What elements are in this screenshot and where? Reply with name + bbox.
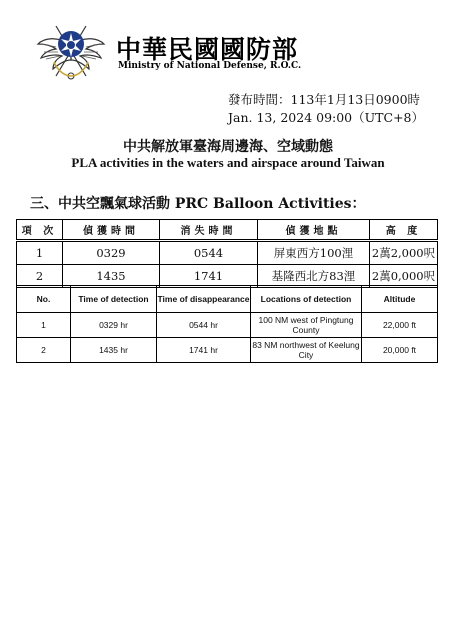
table-row xyxy=(17,241,438,265)
table-cell: 1435 xyxy=(63,265,160,288)
org-name-english: Ministry of National Defense, R.O.C. xyxy=(118,61,302,71)
header xyxy=(30,14,450,84)
table-cell: 2萬2,000呎 xyxy=(370,241,438,265)
table-cell: 83 NM northwest of Keelung City xyxy=(251,338,362,363)
table-cell: 0329 hr xyxy=(71,313,157,338)
table-row xyxy=(17,338,438,363)
table-cell: 2 xyxy=(17,265,63,288)
column-header: 消失時間 xyxy=(160,220,258,241)
column-header: 偵獲地點 xyxy=(258,220,370,241)
column-header: Time of disappearance xyxy=(157,286,251,313)
table-cell: 1435 hr xyxy=(71,338,157,363)
table-cell: 1741 xyxy=(160,265,258,288)
section-heading: 三、中共空飄氣球活動 PRC Balloon Activities： xyxy=(30,196,366,212)
column-header: Altitude xyxy=(362,286,438,313)
table-cell: 22,000 ft xyxy=(362,313,438,338)
release-time-chinese: 發布時間：113年1月13日0900時 xyxy=(228,92,421,107)
ministry-emblem-icon xyxy=(36,14,106,84)
release-time-english: Jan. 13, 2024 09:00（UTC+8） xyxy=(228,110,424,125)
table-cell: 1741 hr xyxy=(157,338,251,363)
column-header: No. xyxy=(17,286,71,313)
table-cell: 20,000 ft xyxy=(362,338,438,363)
table-cell: 屏東西方100浬 xyxy=(258,241,370,265)
column-header: Locations of detection xyxy=(251,286,362,313)
column-header: Time of detection xyxy=(71,286,157,313)
table-cell: 0544 hr xyxy=(157,313,251,338)
table-cell: 1 xyxy=(17,313,71,338)
table-cell: 100 NM west of Pingtung County xyxy=(251,313,362,338)
table-cell: 1 xyxy=(17,241,63,265)
table-cell: 2萬0,000呎 xyxy=(370,265,438,288)
column-header: 偵獲時間 xyxy=(63,220,160,241)
title-english: PLA activities in the waters and airspace around Taiwan xyxy=(71,155,385,170)
title-chinese: 中共解放軍臺海周邊海、空域動態 xyxy=(123,139,333,155)
balloon-table-english xyxy=(16,285,438,363)
table-cell: 基隆西北方83浬 xyxy=(258,265,370,288)
release-time xyxy=(228,91,424,127)
column-header: 項 次 xyxy=(17,220,63,241)
table-cell: 0544 xyxy=(160,241,258,265)
balloon-table-chinese xyxy=(16,219,438,288)
table-header-row xyxy=(17,220,438,241)
table-row xyxy=(17,313,438,338)
org-name-chinese: 中華民國國防部 xyxy=(116,35,299,64)
table-header-row xyxy=(17,286,438,313)
table-cell: 2 xyxy=(17,338,71,363)
table-cell: 0329 xyxy=(63,241,160,265)
column-header: 高 度 xyxy=(370,220,438,241)
